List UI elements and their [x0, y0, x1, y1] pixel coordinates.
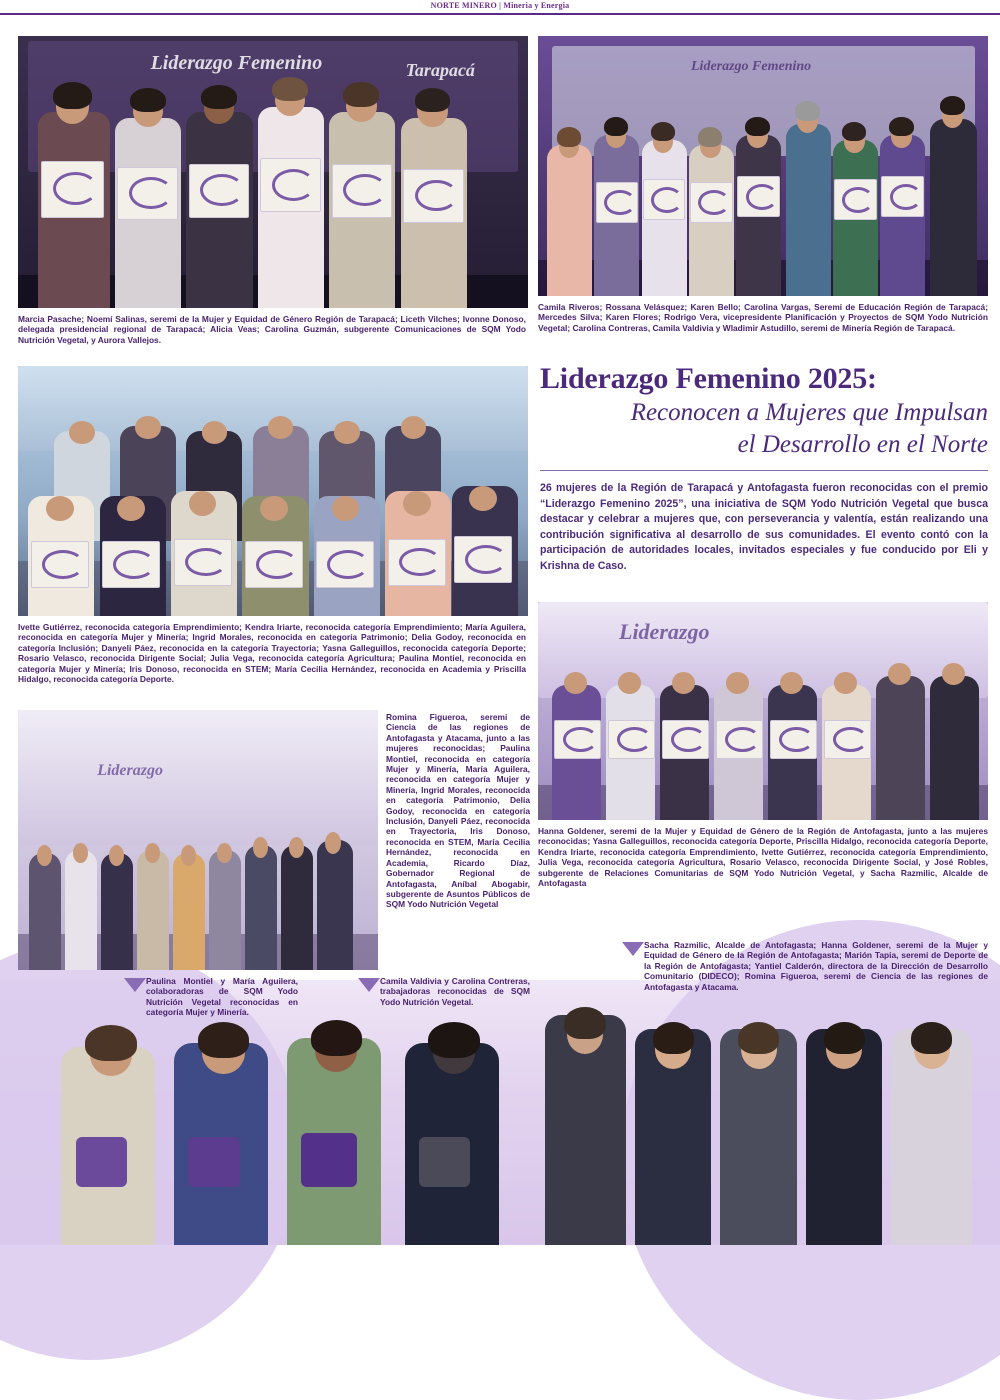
award-plaque	[662, 720, 709, 759]
headline-divider	[540, 470, 988, 471]
award-plaque	[454, 536, 512, 583]
person-hair	[428, 1022, 480, 1058]
caption-photo-2: Camila Riveros; Rossana Velásquez; Karen Bello; Carolina Vargas, Seremi de Educación Región de Tarapacá; Mercedes Silva; Karen Flores; Rodrigo Vera, vicepresidente Planificación y Proyectos de SQM Yodo Nutrición Vegetal; Carolina Contreras, Camila Valdivia y Wladimir Astudillo, seremi de Minería Región de Tarapacá.	[538, 302, 988, 333]
headline-secondary-line2: el Desarrollo en el Norte	[737, 431, 988, 458]
person-head	[73, 843, 88, 864]
person-hair	[911, 1022, 952, 1054]
headline-secondary-line1: Reconocen a Mujeres que Impulsan	[630, 399, 988, 426]
award-plaque	[834, 179, 877, 220]
person-head	[780, 672, 803, 694]
brand-liderazgo-femenino: Liderazgo Femenino	[150, 52, 323, 75]
person-head	[403, 491, 431, 516]
person-head	[334, 421, 360, 444]
person-head	[135, 416, 161, 439]
photo-group-tarapaca-stage	[18, 36, 528, 308]
person	[876, 676, 926, 820]
person	[317, 840, 353, 970]
headline-primary: Liderazgo Femenino 2025:	[540, 362, 877, 395]
award-plaque	[824, 720, 871, 759]
person-head	[888, 663, 911, 685]
photo-authorities-group	[540, 1000, 990, 1245]
award-plaque	[716, 720, 763, 759]
award-plaque	[608, 720, 655, 759]
article-lede: 26 mujeres de la Región de Tarapacá y Antofagasta fueron reconocidas con el premio “Liderazgo Femenino 2025”, una iniciativa de SQM Yodo Nutrición Vegetal que busca destacar y celebrar a mujeres que, con perseverancia y valentía, están realizando una contribución significativa al desarrollo de sus comunidades. El evento contó con la participación de autoridades locales, invitados especiales y fue conducido por Eli y Krishna de Caso.	[540, 482, 988, 572]
award-plaque	[332, 164, 393, 218]
person-hair	[604, 117, 628, 137]
person-head	[46, 496, 74, 521]
award-plaque	[189, 164, 250, 218]
award-plaque	[117, 167, 178, 221]
arrow-indicator-left	[124, 978, 146, 992]
person	[786, 124, 831, 296]
person-head	[217, 843, 232, 864]
award-plaque	[403, 169, 464, 223]
person-head	[564, 672, 587, 694]
person	[173, 853, 205, 970]
person-hair	[85, 1025, 137, 1061]
award-plaque	[316, 541, 374, 588]
person-head	[469, 486, 497, 511]
person-hair	[201, 85, 238, 109]
brand-liderazgo-femenino: Liderazgo Femenino	[691, 59, 812, 75]
person-head	[618, 672, 641, 694]
person-hair	[564, 1007, 605, 1039]
masthead-divider	[0, 13, 1000, 15]
person-hair	[738, 1022, 779, 1054]
award-plaque	[643, 179, 686, 220]
award-plaque	[41, 161, 104, 217]
award-plaque	[260, 158, 321, 212]
person-hair	[415, 88, 451, 112]
award-plaque	[737, 176, 780, 217]
award-plaque	[31, 541, 89, 588]
person-head	[37, 845, 52, 866]
award-trophy	[301, 1133, 357, 1187]
person-hair	[130, 88, 166, 112]
person-head	[253, 837, 268, 858]
person-head	[260, 496, 288, 521]
person	[137, 850, 169, 970]
person-head	[289, 837, 304, 858]
person-hair	[940, 96, 965, 116]
person-head	[726, 672, 749, 694]
person-head	[268, 416, 294, 439]
person-head	[181, 845, 196, 866]
person	[209, 850, 241, 970]
award-plaque	[245, 541, 303, 588]
caption-photo-3: Ivette Gutiérrez, reconocida categoría Emprendimiento; Kendra Iriarte, reconocida categoría Emprendimiento; María Aguilera, reconocida en categoría Mujer y Minería; Ingrid Morales, reconocida en categoría Patrimonio; Delia Godoy, reconocida en categoría Inclusión; Danyeli Páez, reconocida en la categoría Trayectoria; Yasna Galleguillos, reconocida categoría Deporte; Rosario Velasco, reconocida Dirigente Social; Julia Vega, reconocida categoría Agricultura; Paulina Montiel, reconocida en categoría Mujer y Minería; Iris Donoso, reconocida en STEM; María Cecilia Hernández, reconocida en Academia y Priscilla Hidalgo, reconocida categoría Deporte.	[18, 622, 526, 685]
person-hair	[557, 127, 581, 147]
person	[281, 845, 313, 970]
masthead-title: NORTE MINERO | Mineria y Energia	[430, 1, 570, 10]
photo-group-antofagasta-stage	[538, 602, 988, 820]
person-hair	[889, 117, 913, 137]
person	[930, 119, 977, 296]
person-hair	[651, 122, 675, 142]
person-hair	[343, 82, 379, 106]
person-hair	[53, 82, 93, 109]
person-hair	[842, 122, 866, 142]
person	[547, 145, 592, 296]
photo-group-salon	[18, 710, 378, 970]
award-plaque	[102, 541, 160, 588]
person-head	[117, 496, 145, 521]
award-plaque	[690, 182, 733, 223]
award-plaque	[596, 182, 639, 223]
person-hair	[745, 117, 769, 137]
arrow-indicator-right	[622, 942, 644, 956]
caption-photo-4: Hanna Goldener, seremi de la Mujer y Equidad de Género de la Región de Antofagasta, junto a las mujeres reconocidas; Yasna Galleguillos, reconocida categoría Deporte, Priscilla Hidalgo, reconocida categoría Deporte, Kendra Iriarte, reconocida categoría Emprendimiento, Ivette Gutiérrez, reconocida categoría Emprendimiento, Julia Vega, reconocida categoría Agricultura, Rosario Velasco, reconocida Dirigente Social, y José Robles, subgerente de Relaciones Comunitarias de SQM Yodo Nutrición Vegetal, y Sacha Razmilic, Alcalde de Antofagasta	[538, 826, 988, 889]
person	[65, 850, 97, 970]
award-plaque	[554, 720, 601, 759]
article-headline-block	[540, 362, 988, 575]
caption-photo-6-right: Camila Valdivia y Carolina Contreras, trabajadoras reconocidas de SQM Yodo Nutrición Vegetal.	[380, 976, 530, 1007]
person-head	[401, 416, 427, 439]
arrow-indicator-middle	[358, 978, 380, 992]
person-head	[202, 421, 228, 444]
person	[101, 853, 133, 970]
photo-four-women-trophies	[52, 1020, 522, 1245]
award-plaque	[174, 539, 232, 586]
brand-liderazgo: Liderazgo	[619, 619, 710, 645]
award-plaque	[881, 176, 924, 217]
person-hair	[698, 127, 722, 147]
caption-photo-6-left: Paulina Montiel y María Aguilera, colaboradoras de SQM Yodo Nutrición Vegetal reconocidas en categoría Mujer y Minería.	[146, 976, 298, 1018]
person	[29, 853, 61, 970]
person-head	[942, 663, 965, 685]
person-head	[145, 843, 160, 864]
person-hair	[653, 1022, 694, 1054]
award-plaque	[388, 539, 446, 586]
person-hair	[795, 101, 820, 121]
brand-tarapaca: Tarapacá	[405, 60, 475, 81]
person-hair	[824, 1022, 865, 1054]
award-plaque	[770, 720, 817, 759]
caption-photo-7: Sacha Razmilic, Alcalde de Antofagasta; Hanna Goldener, seremi de la Mujer y Equidad de Género de la Región de Antofagasta; Marión Tapia, seremi de Deporte de la Región de Antofagasta; Yantiel Calderón, directora de la Dirección de Desarrollo Comunitario (DIDECO); Romina Figueroa, seremi de Ciencia de las regiones de Antofagasta y Atacama.	[644, 940, 988, 992]
person-head	[332, 496, 360, 521]
person-head	[834, 672, 857, 694]
person-hair	[311, 1020, 363, 1056]
award-trophy	[76, 1137, 128, 1187]
person	[245, 845, 277, 970]
caption-photo-5: Romina Figueroa, seremi de Ciencia de las regiones de Antofagasta y Atacama, junto a las mujeres reconocidas; Paulina Montiel, reconocida en categoría Mujer y Minería, María Aguilera, reconocida en categoría Mujer y Minería, Ingrid Morales, reconocida en categoría Patrimonio, Delia Godoy, reconocida en categoría Inclusión, Danyeli Páez, reconocida en Trayectoria, Iris Donoso, reconocida en STEM, María Cecilia Hernández, reconocida en Academia, Ricardo Díaz, Gobernador Regional de Antofagasta, Aníbal Abogabir, subgerente de Asuntos Públicos de SQM Yodo Nutrición Vegetal	[386, 712, 530, 910]
photo-group-autoridades-stage	[538, 36, 988, 296]
person	[930, 676, 980, 820]
caption-photo-1: Marcia Pasache; Noemí Salinas, seremi de la Mujer y Equidad de Género Región de Tarapacá; Liceth Vilches; Ivonne Donoso, delegada presidencial regional de Tarapacá; Alicia Veas; Carolina Guzmán, subgerente Comunicaciones de SQM Yodo Nutrición Vegetal, y Aurora Vallejos.	[18, 314, 526, 345]
person-hair	[198, 1022, 250, 1058]
award-trophy	[188, 1137, 240, 1187]
person-head	[69, 421, 95, 444]
stage-backdrop	[18, 710, 378, 845]
person-hair	[272, 77, 308, 101]
person-head	[672, 672, 695, 694]
photo-group-terraza	[18, 366, 528, 616]
person-head	[109, 845, 124, 866]
brand-liderazgo: Liderazgo	[97, 762, 163, 779]
award-trophy	[419, 1137, 471, 1187]
masthead	[0, 0, 1000, 14]
